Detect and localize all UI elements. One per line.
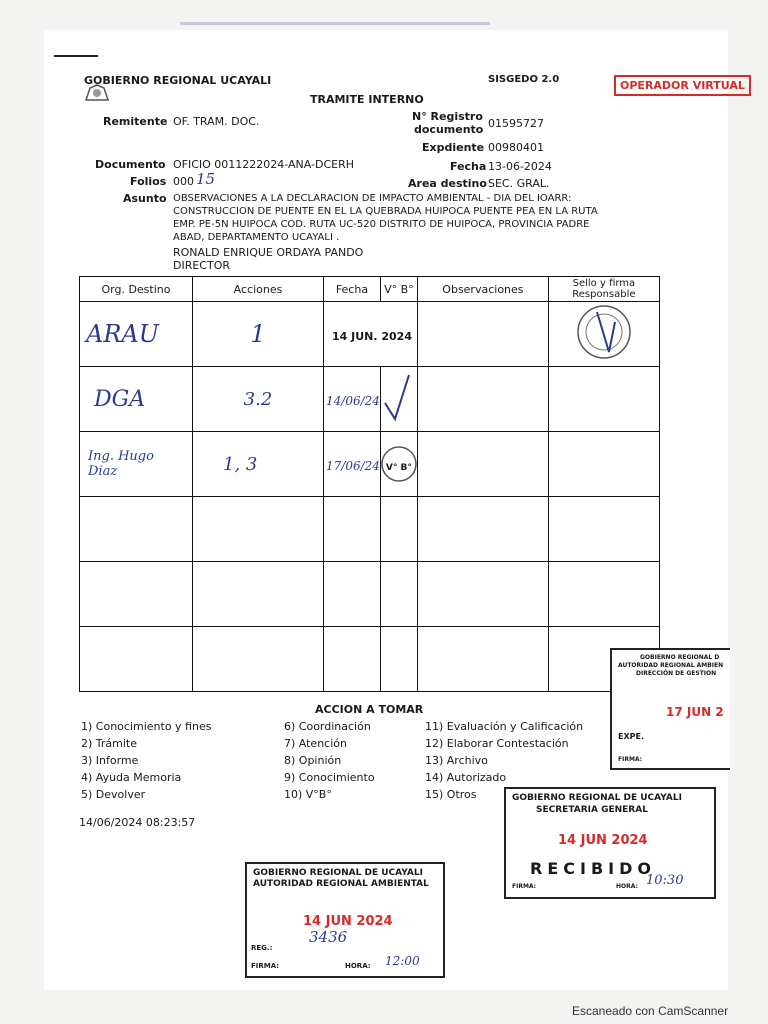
- vb-seal-text: V° B°: [385, 462, 412, 473]
- dest-hand: DGA: [94, 386, 146, 412]
- action-item: 9) Conocimiento: [284, 771, 375, 784]
- secretaria-stamp: [504, 787, 716, 899]
- stamp-line: SECRETARIA GENERAL: [536, 805, 648, 815]
- documento-label: Documento: [95, 158, 166, 171]
- acciones-hand: 3.2: [243, 388, 273, 410]
- seal-stamp-icon: [569, 302, 639, 362]
- asunto-line: CONSTRUCCION DE PUENTE EN EL LA QUEBRADA HUIPOCA PUENTE PEA EN LA RUTA: [173, 206, 598, 217]
- action-item: 12) Elaborar Contestación: [425, 737, 569, 750]
- cell-sello: [548, 302, 659, 367]
- action-item: 6) Coordinación: [284, 720, 371, 733]
- cell-vb: [380, 367, 417, 432]
- expediente-label: Expdiente: [422, 141, 485, 154]
- fecha-hand: 17/06/24: [326, 458, 380, 473]
- org-name: GOBIERNO REGIONAL UCAYALI: [84, 74, 272, 87]
- asunto-line: ABAD, DEPARTAMENTO UCAYALI .: [173, 232, 340, 243]
- table-row: [80, 367, 660, 432]
- cell-observaciones: [417, 367, 548, 432]
- cell-dest: [80, 302, 193, 367]
- firma-label: FIRMA:: [251, 962, 280, 970]
- actions-title: ACCION A TOMAR: [315, 703, 424, 716]
- action-item: 4) Ayuda Memoria: [81, 771, 182, 784]
- cell-sello: [548, 367, 659, 432]
- direccion-stamp: [610, 648, 730, 770]
- stamp-line: GOBIERNO REGIONAL DE UCAYALI: [512, 793, 682, 803]
- stamp-date: 14 JUN 2024: [303, 914, 393, 929]
- actions-col-2: [284, 720, 375, 805]
- ambiental-stamp: [245, 862, 445, 978]
- reg-label: REG.:: [251, 944, 273, 952]
- folios-hand: 15: [196, 170, 216, 188]
- signer-name: RONALD ENRIQUE ORDAYA PANDO: [173, 246, 364, 259]
- cell-acciones: [193, 302, 324, 367]
- scan-mark: [180, 22, 490, 25]
- firma-label: FIRMA:: [618, 756, 643, 763]
- registro-label: N° Registro: [412, 110, 483, 123]
- table-row: [80, 302, 660, 367]
- system-name: SISGEDO 2.0: [488, 74, 560, 85]
- fecha-value: 13-06-2024: [488, 160, 552, 173]
- firma-label: FIRMA:: [512, 883, 537, 890]
- col-observaciones: Observaciones: [417, 277, 548, 302]
- col-sello: Sello y firma Responsable: [548, 277, 659, 302]
- table-row: [80, 497, 660, 562]
- cell-fecha: [324, 432, 381, 497]
- area-label: Area destino: [408, 177, 487, 190]
- reg-hand: 3436: [309, 928, 348, 946]
- asunto-line: EMP. PE-5N HUIPOCA COD. RUTA UC-520 DISTRITO DE HUIPOCA, PROVINCIA PADRE: [173, 219, 590, 230]
- fecha-hand: 14/06/24: [326, 393, 380, 408]
- hora-label: HORA:: [616, 883, 638, 890]
- cell-sello: [548, 432, 659, 497]
- stamp-date: 14 JUN 2024: [558, 833, 648, 848]
- action-item: 1) Conocimiento y fines: [81, 720, 212, 733]
- action-item: 7) Atención: [284, 737, 347, 750]
- stamp-line: AUTORIDAD REGIONAL AMBIENTAL: [253, 879, 429, 889]
- stamp-line: GOBIERNO REGIONAL D: [640, 654, 720, 661]
- action-item: 11) Evaluación y Calificación: [425, 720, 584, 733]
- area-value: SEC. GRAL.: [488, 177, 550, 190]
- col-fecha: Fecha: [324, 277, 381, 302]
- fecha-stamp: 14 JUN. 2024: [332, 329, 412, 343]
- recibido-text: RECIBIDO: [530, 859, 656, 878]
- actions-col-1: [81, 720, 211, 805]
- hora-hand: 12:00: [385, 954, 420, 968]
- table-row: [80, 627, 660, 692]
- action-item: 15) Otros: [425, 788, 477, 801]
- doc-type: TRAMITE INTERNO: [310, 93, 424, 106]
- cell-dest: [80, 432, 193, 497]
- cell-observaciones: [417, 302, 548, 367]
- expe-label: EXPE.: [618, 732, 644, 741]
- stamp-line: AUTORIDAD REGIONAL AMBIEN: [618, 662, 724, 669]
- folios-value: 000: [173, 175, 194, 188]
- fecha-label: Fecha: [450, 160, 487, 173]
- dest-hand: ARAU: [86, 320, 159, 348]
- action-item: 5) Devolver: [81, 788, 146, 801]
- col-org-destino: Org. Destino: [80, 277, 193, 302]
- scan-mark: [54, 55, 98, 57]
- table-row: [80, 432, 660, 497]
- print-timestamp: 14/06/2024 08:23:57: [79, 816, 196, 829]
- acciones-hand: 1: [250, 320, 266, 348]
- signer-title: DIRECTOR: [173, 259, 231, 272]
- documento-value: OFICIO 0011222024-ANA-DCERH: [173, 158, 355, 171]
- table-row: [80, 562, 660, 627]
- stamp-date: 17 JUN 2: [666, 705, 724, 719]
- cell-vb: [380, 432, 417, 497]
- hora-label: HORA:: [345, 962, 371, 970]
- table-header-row: [80, 277, 660, 302]
- action-item: 13) Archivo: [425, 754, 488, 767]
- routing-table: [79, 276, 660, 692]
- action-item: 10) V°B°: [284, 788, 332, 801]
- dest-hand: Ing. Hugo Diaz: [88, 449, 154, 479]
- stamp-line: GOBIERNO REGIONAL DE UCAYALI: [253, 868, 423, 878]
- col-acciones: Acciones: [193, 277, 324, 302]
- cell-fecha: [324, 302, 418, 367]
- cell-fecha: [324, 367, 381, 432]
- cell-observaciones: [417, 432, 548, 497]
- registro-value: 01595727: [488, 117, 544, 130]
- registro-label: documento: [414, 123, 484, 136]
- scanner-watermark: Escaneado con CamScanner: [572, 1004, 729, 1018]
- folios-label: Folios: [130, 175, 167, 188]
- stamp-line: DIRECCIÓN DE GESTION: [636, 670, 717, 677]
- acciones-hand: 1, 3: [223, 453, 258, 475]
- remitente-value: OF. TRAM. DOC.: [173, 115, 260, 128]
- col-vb: V° B°: [380, 277, 417, 302]
- action-item: 8) Opinión: [284, 754, 342, 767]
- checkmark-icon: [381, 367, 415, 427]
- expediente-value: 00980401: [488, 141, 544, 154]
- action-item: 2) Trámite: [81, 737, 138, 750]
- cell-acciones: [193, 432, 324, 497]
- cell-dest: [80, 367, 193, 432]
- action-item: 3) Informe: [81, 754, 139, 767]
- operator-stamp: OPERADOR VIRTUAL: [614, 75, 751, 96]
- hora-hand: 10:30: [646, 873, 684, 888]
- asunto-line: OBSERVACIONES A LA DECLARACION DE IMPACTO AMBIENTAL - DIA DEL IOARR:: [173, 193, 572, 204]
- remitente-label: Remitente: [103, 115, 168, 128]
- action-item: 14) Autorizado: [425, 771, 507, 784]
- asunto-label: Asunto: [123, 192, 167, 205]
- cell-acciones: [193, 367, 324, 432]
